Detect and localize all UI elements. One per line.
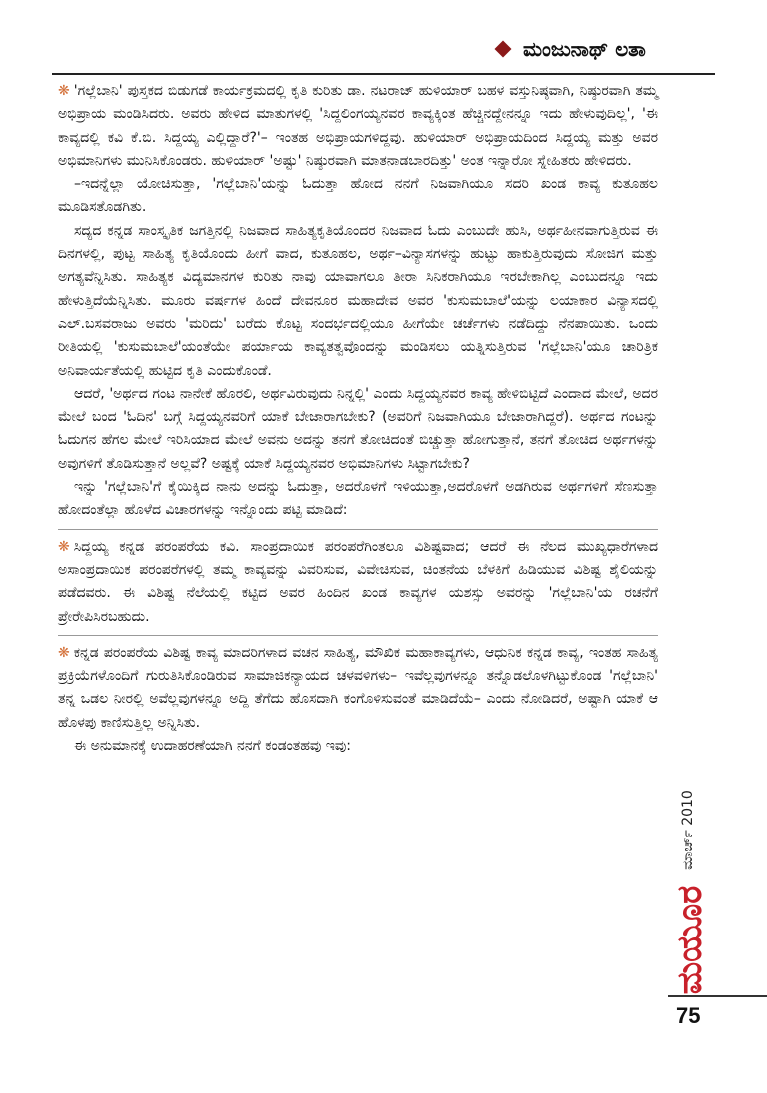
paragraph-text: ಕನ್ನಡ ಪರಂಪರೆಯ ವಿಶಿಷ್ಟ ಕಾವ್ಯ ಮಾದರಿಗಳಾದ ವಚನ ಸಾಹಿತ್ಯ, ಮೌಖಿಕ ಮಹಾಕಾವ್ಯಗಳು, ಆಧುನಿಕ ಕನ್ನಡ ಕಾವ್ಯ, ಇಂತಹ ಸಾಹಿತ್ಯ ಪ್ರಕ್ರಿಯೆಗಳೊಂದಿಗೆ ಗುರುತಿಸಿಕೊಂಡಿರುವ ಸಾಮಾಜಿಕನ್ಯಾಯದ ಚಳವಳಿಗಳು– ಇವೆಲ್ಲವುಗಳನ್ನೂ ತನ್ನೊಡಲೊಳಗಿಟ್ಟುಕೊಂಡ 'ಗಲ್ಲೆಬಾನಿ' ತನ್ನ ಒಡಲ ನೀರಲ್ಲಿ ಅವೆಲ್ಲವುಗಳನ್ನೂ ಅದ್ದಿ ತೆಗೆದು ಹೊಸದಾಗಿ ಕಂಗೊಳಿಸುವಂತೆ ಮಾಡಿದೆಯೆ– ಎಂದು ನೋಡಿದರೆ, ಅಷ್ಟಾಗಿ ಯಾಕೆ ಆ ಹೊಳಪು ಕಾಣಿಸುತ್ತಿಲ್ಲ ಅನ್ನಿಸಿತು.: [58, 644, 658, 731]
bottom-rule: [668, 995, 767, 997]
paragraph: –ಇದನ್ನೆಲ್ಲಾ ಯೋಚಿಸುತ್ತಾ, 'ಗಲ್ಲೆಬಾನಿ'ಯನ್ನು ಓದುತ್ತಾ ಹೋದ ನನಗೆ ನಿಜವಾಗಿಯೂ ಸದರಿ ಖಂಡ ಕಾವ್ಯ ಕುತೂಹಲ ಮೂಡಿಸತೊಡಗಿತು.: [58, 176, 658, 216]
section-divider: [58, 529, 658, 530]
paragraph: ಆದರೆ, 'ಅರ್ಥದ ಗಂಟ ನಾನೇಕೆ ಹೊರಲಿ, ಅರ್ಥವಿರುವುದು ನಿನ್ನಲ್ಲಿ' ಎಂದು ಸಿದ್ದಯ್ಯನವರ ಕಾವ್ಯ ಹೇಳಿಬಿಟ್ಟಿದೆ ಎಂದಾದ ಮೇಲೆ, ಅದರ ಮೇಲೆ ಬಂದ 'ಓದಿನ' ಬಗ್ಗೆ ಸಿದ್ದಯ್ಯನವರಿಗೆ ಯಾಕೆ ಬೇಜಾರಾಗಬೇಕು? (ಅವರಿಗೆ ನಿಜವಾಗಿಯೂ ಬೇಜಾರಾಗಿದ್ದರೆ). ಅರ್ಥದ ಗಂಟನ್ನು ಓದುಗನ ಹೆಗಲ ಮೇಲೆ ಇರಿಸಿಯಾದ ಮೇಲೆ ಅವನು ಅದನ್ನು ತನಗೆ ತೋಚಿದಂತೆ ಬಿಚ್ಚುತ್ತಾ ಹೋಗುತ್ತಾನೆ, ತನಗೆ ತೋಚಿದ ಅರ್ಥಗಳನ್ನು ಅವುಗಳಿಗೆ ತೊಡಿಸುತ್ತಾನೆ ಅಲ್ಲವೆ? ಅಷ್ಟಕ್ಕೆ ಯಾಕೆ ಸಿದ್ದಯ್ಯನವರ ಅಭಿಮಾನಿಗಳು ಸಿಟ್ಟಾಗಬೇಕು?: [58, 385, 658, 472]
flower-bullet-icon: ❋: [58, 83, 70, 99]
flower-bullet-icon: ❋: [58, 538, 70, 555]
top-rule: [52, 73, 715, 75]
section-divider: [58, 635, 658, 636]
paragraph: [58, 536, 658, 629]
magazine-logo: [668, 885, 712, 995]
page-number: 75: [676, 1003, 701, 1028]
paragraph-text: ಸಿದ್ದಯ್ಯ ಕನ್ನಡ ಪರಂಪರೆಯ ಕವಿ. ಸಾಂಪ್ರದಾಯಿಕ ಪರಂಪರೆಗಿಂತಲೂ ವಿಶಿಷ್ಟವಾದ; ಆದರೆ ಈ ನೆಲದ ಮುಖ್ಯಧಾರೆಗಳಾದ ಅಸಾಂಪ್ರದಾಯಿಕ ಪರಂಪರೆಗಳಲ್ಲಿ ತಮ್ಮ ಕಾವ್ಯವನ್ನು ವಿವರಿಸುವ, ವಿವೇಚಿಸುವ, ಚಿಂತನೆಯ ಬೆಳಕಿಗೆ ಹಿಡಿಯುವ ವಿಶಿಷ್ಟ ಶೈಲಿಯನ್ನು ಪಡೆದವರು. ಈ ವಿಶಿಷ್ಟ ನೆಲೆಯಲ್ಲಿ ಕಟ್ಟಿದ ಅವರ ಹಿಂದಿನ ಖಂಡ ಕಾವ್ಯಗಳ ಯಶಸ್ಸು ಅವರನ್ನು 'ಗಲ್ಲೆಬಾನಿ'ಯ ರಚನೆಗೆ ಪ್ರೇರೇಪಿಸಿರಬಹುದು.: [58, 538, 658, 625]
paragraph: ಈ ಅನುಮಾನಕ್ಕೆ ಉದಾಹರಣೆಯಾಗಿ ನನಗೆ ಕಂಡಂತಹವು ಇವು:: [74, 738, 352, 755]
paragraph-text: 'ಗಲ್ಲೆಬಾನಿ' ಪುಸ್ತಕದ ಬಿಡುಗಡೆ ಕಾರ್ಯಕ್ರಮದಲ್ಲಿ ಕೃತಿ ಕುರಿತು ಡಾ. ನಟರಾಜ್ ಹುಳಿಯಾರ್ ಬಹಳ ವಸ್ತುನಿಷ್ಠವಾಗಿ, ನಿಷ್ಠುರವಾಗಿ ತಮ್ಮ ಅಭಿಪ್ರಾಯ ಮಂಡಿಸಿದರು. ಅವರು ಹೇಳಿದ ಮಾತುಗಳಲ್ಲಿ 'ಸಿದ್ದಲಿಂಗಯ್ಯನವರ ಕಾವ್ಯಕ್ಕಿಂತ ಹೆಚ್ಚಿನದ್ದೇನನ್ನೂ ಇದು ಹೇಳುವುದಿಲ್ಲ', 'ಈ ಕಾವ್ಯದಲ್ಲಿ ಕವಿ ಕೆ.ಬಿ. ಸಿದ್ದಯ್ಯ ಎಲ್ಲಿದ್ದಾರೆ?'– ಇಂತಹ ಅಭಿಪ್ರಾಯಗಳಿದ್ದವು. ಹುಳಿಯಾರ್ ಅಭಿಪ್ರಾಯದಿಂದ ಸಿದ್ದಯ್ಯ ಮತ್ತು ಅವರ ಅಭಿಮಾನಿಗಳು ಮುನಿಸಿಕೊಂಡರು. ಹುಳಿಯಾರ್ 'ಅಷ್ಟು' ನಿಷ್ಠುರವಾಗಿ ಮಾತನಾಡಬಾರದಿತ್ತು' ಅಂತ ಇನ್ನಾರೋ ಸ್ನೇಹಿತರು ಹೇಳಿದರು.: [58, 83, 658, 169]
author-name: ಮಂಜುನಾಥ್ ಲತಾ: [523, 37, 646, 61]
article-header: [497, 34, 646, 64]
paragraph: ಸದ್ಯದ ಕನ್ನಡ ಸಾಂಸ್ಕೃತಿಕ ಜಗತ್ತಿನಲ್ಲಿ ನಿಜವಾದ ಸಾಹಿತ್ಯಕೃತಿಯೊಂದರ ನಿಜವಾದ ಓದು ಎಂಬುದೇ ಹುಸಿ, ಅರ್ಥಹೀನವಾಗುತ್ತಿರುವ ಈ ದಿನಗಳಲ್ಲಿ, ಪುಟ್ಟ ಸಾಹಿತ್ಯ ಕೃತಿಯೊಂದು ಹೀಗೆ ವಾದ, ಕುತೂಹಲ, ಅರ್ಥ–ವಿನ್ಯಾಸಗಳನ್ನು ಹುಟ್ಟು ಹಾಕುತ್ತಿರುವುದು ಸೋಜಿಗ ಮತ್ತು ಅಗತ್ಯವೆನ್ನಿಸಿತು. ಸಾಹಿತ್ಯಕ ವಿದ್ಯಮಾನಗಳ ಕುರಿತು ನಾವು ಯಾವಾಗಲೂ ತೀರಾ ಸಿನಿಕರಾಗಿಯೂ ಇರಬೇಕಾಗಿಲ್ಲ ಎಂಬುದನ್ನೂ ಇದು ಹೇಳುತ್ತಿದೆಯೆನ್ನಿಸಿತು. ಮೂರು ವರ್ಷಗಳ ಹಿಂದೆ ದೇವನೂರ ಮಹಾದೇವ ಅವರ 'ಕುಸುಮಬಾಲೆ'ಯನ್ನು ಲಯಾಕಾರ ವಿನ್ಯಾಸದಲ್ಲಿ ಎಲ್.ಬಸವರಾಜು ಅವರು 'ಮರಿದು' ಬರೆದು ಕೊಟ್ಟ ಸಂದರ್ಭದಲ್ಲಿಯೂ ಹೀಗೆಯೇ ಚರ್ಚೆಗಳು ನಡೆದಿದ್ದು ನೆನಪಾಯಿತು. ಒಂದು ರೀತಿಯಲ್ಲಿ 'ಕುಸುಮಬಾಲೆ'ಯಂತೆಯೇ ಪರ್ಯಾಯ ಕಾವ್ಯತತ್ವವೊಂದನ್ನು ಮಂಡಿಸಲು ಯತ್ನಿಸುತ್ತಿರುವ 'ಗಲ್ಲೆಬಾನಿ'ಯೂ ಚಾರಿತ್ರಿಕ ಅನಿವಾರ್ಯತೆಯಲ್ಲಿ ಹುಟ್ಟಿದ ಕೃತಿ ಎಂದುಕೊಂಡೆ.: [58, 222, 658, 379]
paragraph: [58, 642, 658, 735]
issue-date: [676, 770, 700, 890]
article-body: [58, 80, 658, 758]
paragraph: [58, 80, 658, 173]
paragraph: ಇನ್ನು 'ಗಲ್ಲೆಬಾನಿ'ಗೆ ಕೈಯಿಕ್ಕಿದ ನಾನು ಅದನ್ನು ಓದುತ್ತಾ, ಅದರೊಳಗೆ ಇಳಿಯುತ್ತಾ,ಅದರೊಳಗೆ ಅಡಗಿರುವ ಅರ್ಥಗಳಿಗೆ ಸೆಣಸುತ್ತಾ ಹೋದಂತೆಲ್ಲಾ ಹೊಳೆದ ವಿಚಾರಗಳನ್ನು ಇನ್ನೊಂದು ಪಟ್ಟಿ ಮಾಡಿದೆ:: [58, 479, 658, 519]
diamond-icon: [495, 41, 512, 58]
magazine-logo-text: ಮಯೂರ: [670, 885, 710, 995]
issue-date-text: ಮಾರ್ಚ್ 2010: [680, 790, 696, 870]
flower-bullet-icon: ❋: [58, 644, 70, 661]
